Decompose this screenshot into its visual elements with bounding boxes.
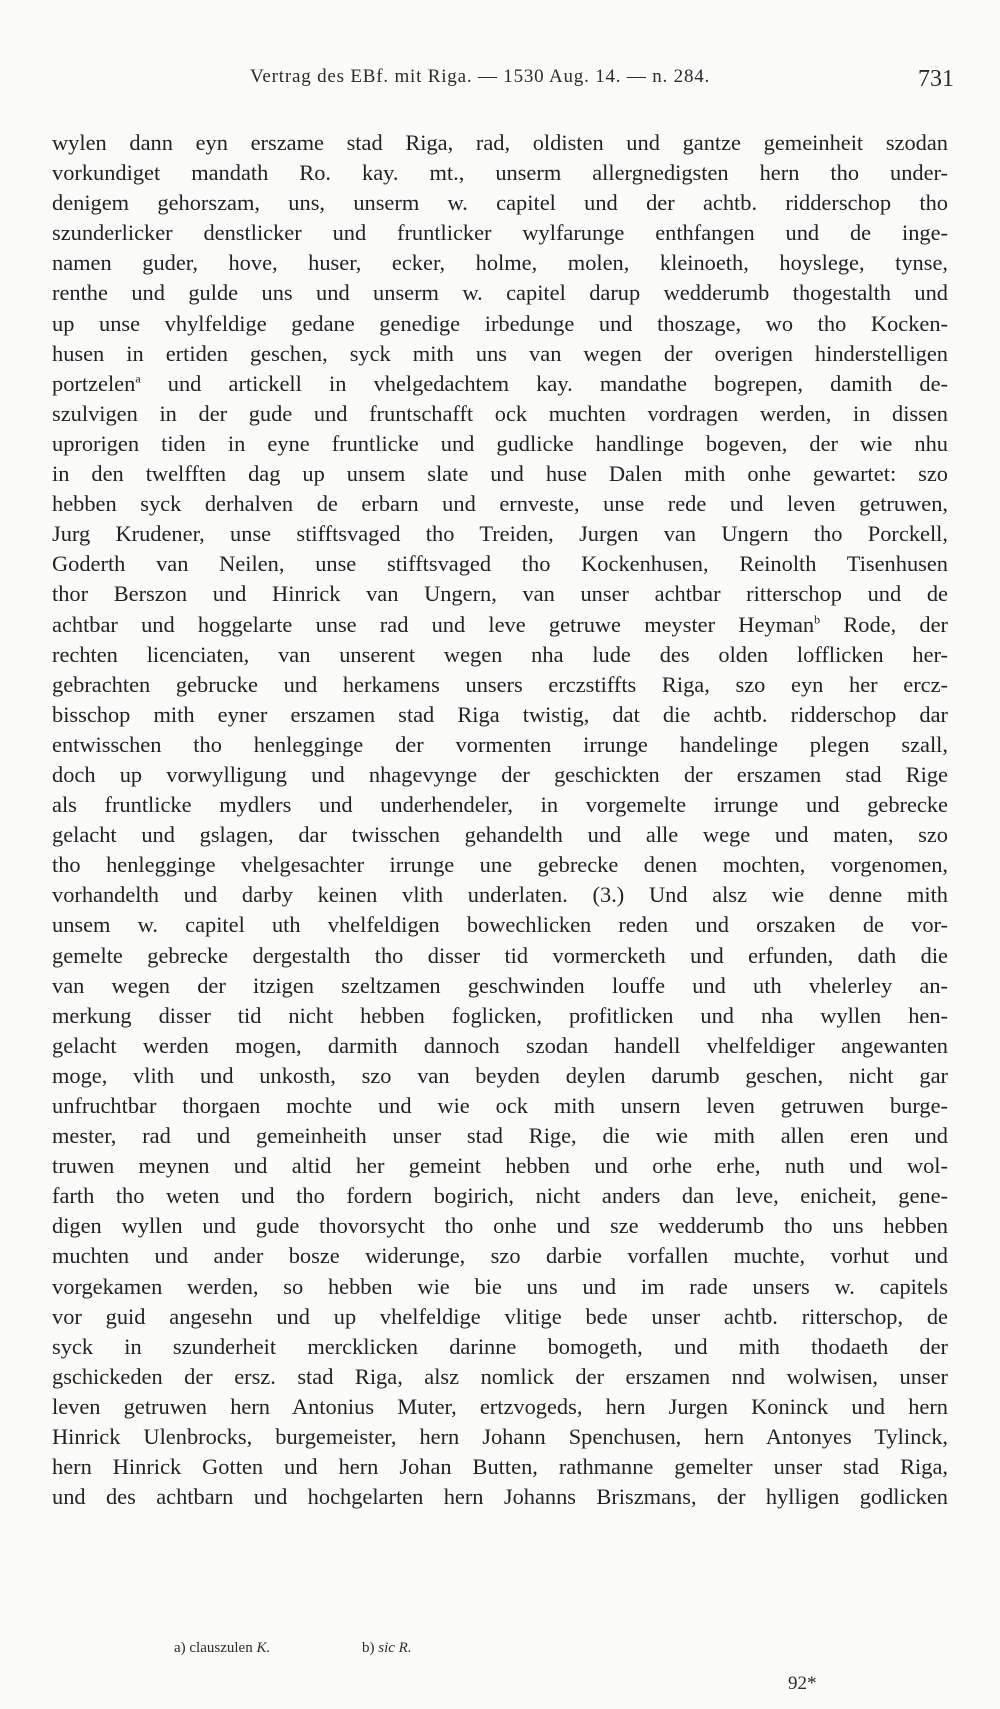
text-line: truwen meynen und altid her gemeint hebben und orhe erhe, nuth und wol-	[52, 1153, 948, 1179]
text-line: gschickeden der ersz. stad Riga, alsz nomlick der erszamen nnd wolwisen, unser	[52, 1363, 948, 1389]
signature-mark: 92*	[788, 1673, 817, 1694]
text-line: vorgekamen werden, so hebben wie bie uns und im rade unsers w. capitels	[52, 1273, 948, 1299]
text-line: entwisschen tho henlegginge der vormenten irrunge handelinge plegen szall,	[52, 731, 948, 757]
body-text	[52, 128, 948, 1512]
footnote-a-text: a) clauszulen	[174, 1640, 253, 1656]
text-line: doch up vorwylligung und nhagevynge der geschickten der erszamen stad Rige	[52, 761, 948, 787]
text-line: achtbar und hoggelarte unse rad und leve getruwe meyster Heyman$^b$ Rode, der	[52, 611, 948, 637]
text-line: uprorigen tiden in eyne fruntlicke und gudlicke handlinge bogeven, der wie nhu	[52, 430, 948, 456]
text-line: renthe und gulde uns und unserm w. capitel darup wedderumb thogestalth und	[52, 280, 948, 306]
text-line: denigem gehorszam, uns, unserm w. capitel und der achtb. ridderschop tho	[52, 190, 948, 216]
text-line: farth tho weten und tho fordern bogirich, nicht anders dan leve, enicheit, gene-	[52, 1183, 948, 1209]
text-line: vorhandelth und darby keinen vlith underlaten. (3.) Und alsz wie denne mith	[52, 882, 948, 908]
footnote-b-sic: sic	[378, 1640, 395, 1656]
page-header	[0, 62, 1000, 102]
text-line: rechten licenciaten, van unserent wegen nha lude des olden lofflicken her-	[52, 641, 948, 667]
text-line: unsem w. capitel uth vhelfeldigen bowechlicken reden und orszaken de vor-	[52, 912, 948, 938]
text-line: Jurg Krudener, unse stifftsvaged tho Treiden, Jurgen van Ungern tho Porckell,	[52, 521, 948, 547]
footnote-a-siglum: K.	[256, 1640, 271, 1656]
text-line: van wegen der itzigen szeltzamen geschwinden louffe und uth vhelerley an-	[52, 972, 948, 998]
text-line: tho henlegginge vhelgesachter irrunge une gebrecke denen mochten, vorgenomen,	[52, 852, 948, 878]
text-line: leven getruwen hern Antonius Muter, ertzvogeds, hern Jurgen Koninck und hern	[52, 1393, 948, 1419]
text-line: gelacht werden mogen, darmith dannoch szodan handell vhelfeldiger angewanten	[52, 1032, 948, 1058]
text-line: gelacht und gslagen, dar twisschen gehandelth und alle wege und maten, szo	[52, 822, 948, 848]
text-line: szunderlicker denstlicker und fruntlicker wylfarunge enthfangen und de inge-	[52, 220, 948, 246]
text-line: moge, vlith und unkosth, szo van beyden deylen darumb geschen, nicht gar	[52, 1062, 948, 1088]
text-line: gemelte gebrecke dergestalth tho disser tid vormercketh und erfunden, dath die	[52, 942, 948, 968]
footnote-b-label: b)	[362, 1640, 375, 1656]
text-line: digen wyllen und gude thovorsycht tho onhe und sze wedderumb tho uns hebben	[52, 1213, 948, 1239]
text-line: unfruchtbar thorgaen mochte und wie ock mith unsern leven getruwen burge-	[52, 1093, 948, 1118]
page-number: 731	[918, 66, 954, 92]
footnote-marker-b: b	[814, 612, 821, 627]
text-line: up unse vhylfeldige gedane genedige irbedunge und thoszage, wo tho Kocken-	[52, 310, 948, 336]
running-head: Vertrag des EBf. mit Riga. — 1530 Aug. 14. — n. 284.	[250, 66, 711, 87]
text-line: hebben syck derhalven de erbarn und ernveste, unse rede und leven getruwen,	[52, 491, 948, 517]
text-line: muchten und ander bosze widerunge, szo darbie vorfallen muchte, vorhut und	[52, 1243, 948, 1269]
text-line: bisschop mith eyner erszamen stad Riga twistig, dat die achtb. ridderschop dar	[52, 701, 948, 727]
text-line: vor guid angesehn und up vhelfeldige vlitige bede unser achtb. ritterschop, de	[52, 1303, 948, 1329]
footnote-b	[362, 1640, 412, 1657]
footnote-marker-a: a	[135, 371, 141, 386]
text-line: vorkundiget mandath Ro. kay. mt., unserm allergnedigsten hern tho under-	[52, 160, 948, 186]
text-line: namen guder, hove, huser, ecker, holme, molen, kleinoeth, hoyslege, tynse,	[52, 250, 948, 276]
text-line: und des achtbarn und hochgelarten hern Johanns Briszmans, der hylligen godlicken	[52, 1484, 948, 1510]
text-line: in den twelfften dag up unsem slate und huse Dalen mith onhe gewartet: szo	[52, 461, 948, 487]
text-line: gebrachten gebrucke und herkamens unsers erczstiffts Riga, szo eyn her ercz-	[52, 671, 948, 697]
text-line: als fruntlicke mydlers und underhendeler, in vorgemelte irrunge und gebrecke	[52, 792, 948, 818]
footnote-a	[174, 1640, 270, 1657]
text-line: wylen dann eyn erszame stad Riga, rad, oldisten und gantze gemeinheit szodan	[52, 130, 948, 155]
text-line: thor Berszon und Hinrick van Ungern, van unser achtbar ritterschop und de	[52, 581, 948, 607]
text-line: portzelen$^a$ und artickell in vhelgedachtem kay. mandathe bogrepen, damith de-	[52, 370, 948, 396]
text-line: szulvigen in der gude und fruntschafft ock muchten vordragen werden, in dissen	[52, 400, 948, 426]
text-line: Goderth van Neilen, unse stifftsvaged tho Kockenhusen, Reinolth Tisenhusen	[52, 551, 948, 577]
text-line: hern Hinrick Gotten und hern Johan Butten, rathmanne gemelter unser stad Riga,	[52, 1454, 948, 1480]
text-line: syck in szunderheit mercklicken darinne bomogeth, und mith thodaeth der	[52, 1333, 948, 1359]
text-line: mester, rad und gemeinheith unser stad Rige, die wie mith allen eren und	[52, 1123, 948, 1149]
text-line: merkung disser tid nicht hebben foglicken, profitlicken und nha wyllen hen-	[52, 1002, 948, 1028]
text-line: Hinrick Ulenbrocks, burgemeister, hern Johann Spenchusen, hern Antonyes Tylinck,	[52, 1424, 948, 1450]
footnote-b-siglum: R.	[398, 1640, 412, 1656]
text-line: husen in ertiden geschen, syck mith uns van wegen der overigen hinderstelligen	[52, 340, 948, 366]
